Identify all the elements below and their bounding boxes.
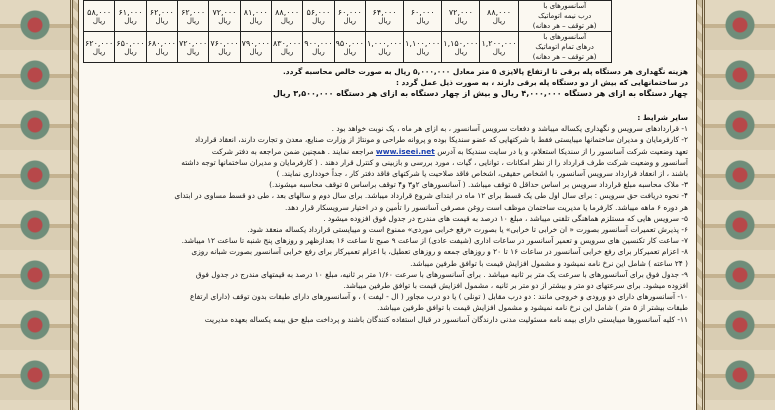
- price-cell: ۷۶۰,۰۰۰ ریال: [209, 32, 240, 63]
- row-type-cell: آسانسورهای با درهای تمام اتوماتیک (هر توقف – هر دهانه): [518, 32, 611, 63]
- condition-line: آسانسور و وضعیت شرکت طرف قرارداد را از نظر امکانات ، توانایی ، گیات ، مورد بررسی و بازبینی و کنترل قرار دهند . ( کارفرمایان و مدیران ساختمانها توجه داشته: [181, 157, 688, 167]
- condition-line: ۷- ساعت کار تکنسین های سرویس و تعمیر آسانسور در ساعات اداری (شیفت عادی) از ساعت ۹ صبح تا ساعت ۱۶ بعدازظهر و روزهای پنج شنبه تا ساعت ۱۲ میباشد.: [181, 236, 688, 246]
- price-cell: ۱,۲۰۰,۰۰۰ ریال: [480, 32, 518, 63]
- price-cell: ۷۲,۰۰۰ ریال: [209, 1, 240, 32]
- condition-line: ۳- ملاک محاسبه مبلغ قرارداد سرویس بر اساس حداقل ۵ توقف میباشد. ( آسانسورهای ۲و۳ و۴ توقف براساس ۵ توقف محاسبه میشوند.): [269, 180, 688, 190]
- condition-line: باشند ، از انعقاد قرارداد سرویس آسانسور، با اشخاص حقیقی، اشخاص فاقد صلاحیت یا شرکتهای فاقد دفتر کار ، جداً خودداری نمایند. ): [276, 169, 688, 179]
- price-cell: ۷۲,۰۰۰ ریال: [442, 1, 480, 32]
- condition-line: ۵- سرویس هایی که مستلزم هماهنگی تلفنی میباشد ، مبلغ ۱۰ درصد به قیمت های مندرج در جدول فوق افزوده میشود .: [323, 213, 688, 223]
- price-cell: ۷۲۰,۰۰۰ ریال: [177, 32, 208, 63]
- condition-line: افزوده میشود. برای سرعتهای دو متر و بیشتر از دو متر بر ثانیه ، مشمول افزایش قیمت با توافق طرفین میباشد.: [343, 281, 688, 291]
- multi-escalator-note: در ساختمانهایی که بیش از دو دستگاه پله برقی دارند ، به صورت ذیل عمل گردد :: [395, 78, 688, 88]
- price-cell: ۹۰۰,۰۰۰ ریال: [303, 32, 334, 63]
- condition-line: ۹- جدول فوق برای آسانسورهای با سرعت یک متر بر ثانیه میباشد . برای آسانسورهای با سرعت ۱/۶۰ متر بر ثانیه، مبلغ ۱۰ درصد به قیمتهای مندرج در جدول فوق: [195, 269, 688, 279]
- condition-line: ۴- نحوه دریافت حق سرویس : برای سال اول طی یک قسط برای ۱۲ ماه در ابتدای شروع قرارداد میباشد. برای سال دوم و سالهای بعد ، طی دو قسط مساوی در ابتدای: [174, 191, 688, 201]
- condition-line: هر دوره ۶ ماهه میباشد. کارفرما یا مدیریت ساختمان موظف است روغن مصرفی آسانسور را تأمین و در اختیار سرویسکار قرار دهد.: [285, 202, 688, 212]
- document-sheet: [78, 0, 697, 410]
- price-table: [83, 0, 612, 63]
- condition-line: ۱- قراردادهای سرویس و نگهداری یکساله میباشد و دفعات سرویس آسانسور ، به ازای هر ماه ، یک نوبت خواهد بود .: [331, 124, 688, 134]
- price-cell: ۸۱,۰۰۰ ریال: [240, 1, 271, 32]
- price-cell: ۶۰,۰۰۰ ریال: [404, 1, 442, 32]
- price-cell: ۸۸,۰۰۰ ریال: [480, 1, 518, 32]
- condition-line: طبقات بیشتر از ۵ متر ) شامل این نرخ نامه نمیشود و مشمول افزایش قیمت با توافق طرفین میباشد.: [377, 303, 688, 313]
- price-cell: ۵۶,۰۰۰ ریال: [303, 1, 334, 32]
- intro-text: [87, 66, 688, 100]
- table-row: [84, 32, 612, 63]
- decorative-border-left: [0, 0, 73, 410]
- price-cell: ۱,۱۵۰,۰۰۰ ریال: [442, 32, 480, 63]
- price-cell: ۶۰,۰۰۰ ریال: [334, 1, 365, 32]
- price-cell: ۶۲,۰۰۰ ریال: [177, 1, 208, 32]
- price-cell: ۹۵۰,۰۰۰ ریال: [334, 32, 365, 63]
- table-row: [84, 1, 612, 32]
- price-cell: ۷۹۰,۰۰۰ ریال: [240, 32, 271, 63]
- price-cell: ۱,۱۰۰,۰۰۰ ریال: [404, 32, 442, 63]
- condition-line: ۸- اعزام تعمیرکار برای رفع خرابی آسانسور در ساعات ۱۶ تا ۲۰ و روزهای جمعه و روزهای تعطیل، با اعزام تعمیرکار برای رفع خرابی آسانسور بصورت شبانه روزی: [191, 247, 688, 257]
- price-cell: ۶۲,۰۰۰ ریال: [146, 1, 177, 32]
- price-cell: ۶۸۰,۰۰۰ ریال: [146, 32, 177, 63]
- conditions-heading: سایر شرایط :: [637, 113, 688, 122]
- price-cell: ۱,۰۰۰,۰۰۰ ریال: [365, 32, 403, 63]
- condition-line: ( ۲۴ ساعته ) شامل این نرخ نامه نمیشود و مشمول افزایش قیمت با توافق طرفین میباشد.: [410, 258, 688, 268]
- price-cell: ۵۸,۰۰۰ ریال: [84, 1, 115, 32]
- price-cell: ۶۵۰,۰۰۰ ریال: [115, 32, 146, 63]
- conditions-section: [87, 112, 688, 325]
- price-cell: ۶۱,۰۰۰ ریال: [115, 1, 146, 32]
- escalator-fee-note: هزینه نگهداری هر دستگاه پله برقی تا ارتفاع پالایزی ۵ متر معادل ۵,۰۰۰,۰۰۰ ریال به صورت خالص محاسبه گردد.: [282, 67, 688, 76]
- price-cell: ۸۳۰,۰۰۰ ریال: [271, 32, 302, 63]
- condition-line: ۲- کارفرمایان و مدیران ساختمانها میبایستی فقط با شرکتهایی که عضو سندیکا بوده و پروانه طراحی و مونتاژ از وزارت صنایع، معدن و تجارت دارند، انعقاد قرارداد: [194, 135, 688, 145]
- escalator-tiers-note: چهار دستگاه به ازای هر دستگاه ۴,۰۰۰,۰۰۰ ریال و بیش از چهار دستگاه به ازای هر دستگاه ۳,۵۰۰,۰۰۰ ریال: [272, 89, 688, 99]
- decorative-border-right: [702, 0, 775, 410]
- price-cell: ۸۸,۰۰۰ ریال: [271, 1, 302, 32]
- condition-line: ۶- پذیرش تعمیرات آسانسور بصورت « ان خرابی تا خرابی» یا بصورت «رفع خرابی موردی» ممنوع است و میبایستی قرارداد یکساله منعقد شود.: [247, 225, 688, 235]
- sandika-website-link[interactable]: www.iseei.net: [375, 146, 435, 156]
- condition-line: تعهد وضعیت شرکت آسانسور را از سندیکا استعلام، و یا در سایت سندیکا به آدرس www.iseei.net مراجعه نمایند . همچنین ضمن مراجعه به دفتر شرکت: [211, 146, 688, 156]
- price-cell: ۶۴,۰۰۰ ریال: [365, 1, 403, 32]
- condition-line: ۱۱- کلیه آسانسورها میبایستی دارای بیمه نامه مسئولیت مدنی دارندگان آسانسور در قبال استفاده کنندگان باشند و پرداخت مبلغ حق بیمه یکساله بعهده مدیریت: [204, 314, 688, 324]
- condition-line: ۱۰- آسانسورهای دارای دو ورودی و خروجی مانند : دو درب مقابل ( تونلی ) یا دو درب مجاور ( ال - لیفت ) ، و آسانسورهای دارای طبقات بدون توقف (دارای ارتفاع: [189, 292, 688, 302]
- price-cell: ۶۲۰,۰۰۰ ریال: [84, 32, 115, 63]
- row-type-cell: آسانسورهای با درب نیمه اتوماتیک (هر توقف – هر دهانه): [518, 1, 611, 32]
